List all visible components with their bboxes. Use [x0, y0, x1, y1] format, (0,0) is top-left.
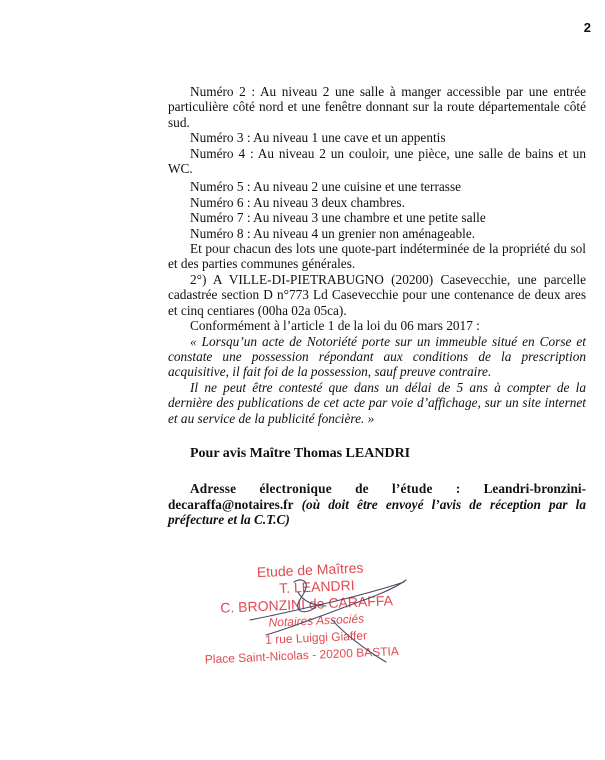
lot-paragraph: Numéro 8 : Au niveau 4 un grenier non aménageable.	[190, 225, 476, 241]
lot-paragraph: Numéro 4 : Au niveau 2 un couloir, une pièce, une salle de bains et un WC.	[168, 145, 586, 177]
conformement-paragraph: Conformément à l’article 1 de la loi du 06 mars 2017 :	[190, 318, 480, 334]
address-paragraph	[168, 481, 586, 527]
stamp-line: Etude de Maîtres	[256, 559, 364, 581]
stamp-line: Place Saint-Nicolas - 20200 BASTIA	[204, 644, 400, 667]
address-label: Adresse électronique de l’étude :	[190, 481, 461, 497]
stamp-line: T. LEANDRI	[278, 576, 355, 597]
law-quote-paragraph: Il ne peut être contesté que dans un délai de 5 ans à compter de la dernière des publications de cet acte par voie d’affichage, sur un site internet et au service de la publicité foncière. »	[168, 379, 586, 426]
stamp-line: 1 rue Luiggi Giaffer	[264, 628, 368, 647]
parcel-paragraph: 2°) A VILLE-DI-PIETRABUGNO (20200) Casevecchie, une parcelle cadastrée section D n°773 Ld Casevecchie pour une contenance de deux ares et cinq centiares (00ha 02a 05ca).	[168, 271, 586, 318]
stamp-line: C. BRONZINI de CARAFFA	[219, 592, 394, 616]
handwritten-signature	[236, 560, 426, 670]
law-quote-paragraph: « Lorsqu’un acte de Notoriété porte sur un immeuble situé en Corse et constate une possession répondant aux conditions de la prescription acquisitive, il fait foi de la possession, sauf preuve contraire.	[168, 333, 586, 380]
lot-paragraph: Numéro 7 : Au niveau 3 une chambre et une petite salle	[190, 210, 486, 226]
lot-paragraph: Numéro 3 : Au niveau 1 une cave et un appentis	[190, 130, 446, 146]
lot-paragraph: Numéro 2 : Au niveau 2 une salle à manger accessible par une entrée particulière côté nord et une fenêtre donnant sur la route départementale côté sud.	[168, 84, 586, 130]
stamp-line: Notaires Associés	[268, 611, 365, 630]
avis-signatory: Pour avis Maître Thomas LEANDRI	[190, 445, 411, 461]
page-number: 2	[583, 20, 591, 35]
address-note: (où doit être envoyé l’avis de réception par la préfecture et la C.T.C)	[168, 496, 586, 528]
lot-paragraph: Numéro 5 : Au niveau 2 une cuisine et une terrasse	[190, 179, 462, 195]
lot-paragraph: Numéro 6 : Au niveau 3 deux chambres.	[190, 194, 405, 210]
email-address: Leandri-bronzini-decaraffa@notaires.fr	[168, 481, 587, 512]
quote-part-paragraph: Et pour chacun des lots une quote-part indéterminée de la propriété du sol et des parties communes générales.	[168, 241, 586, 272]
document-body	[168, 84, 586, 528]
